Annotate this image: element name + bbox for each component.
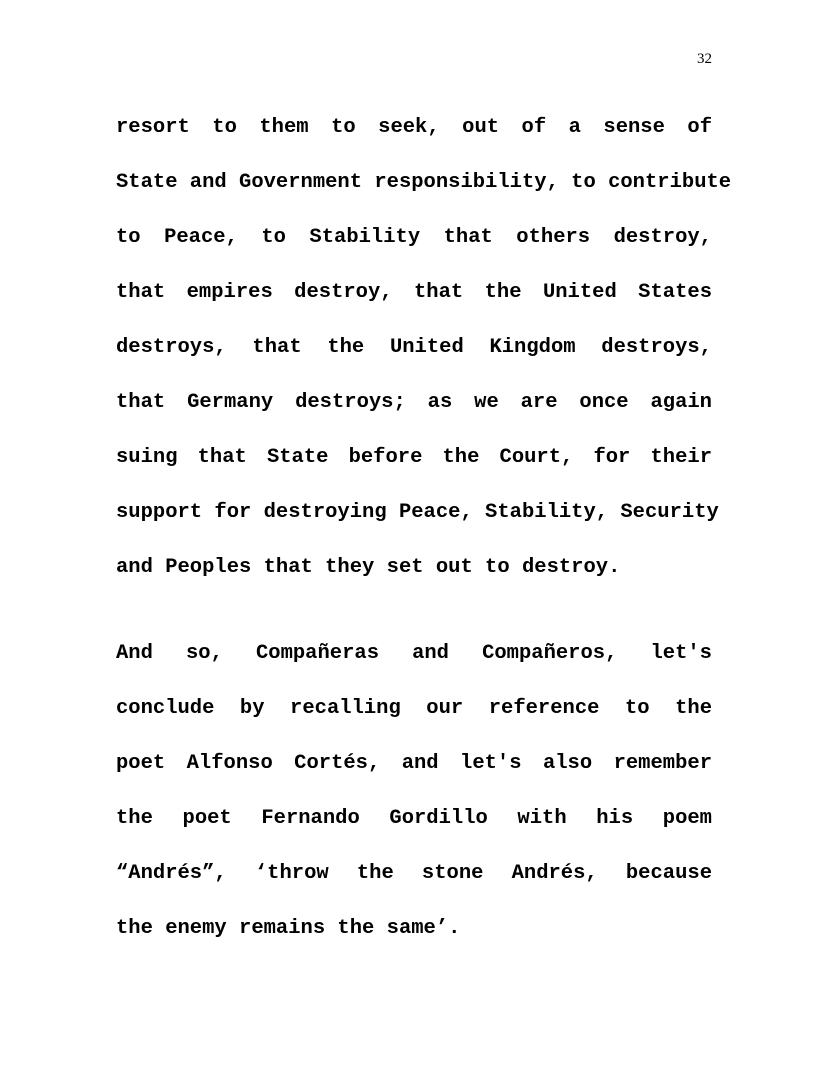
text-line: conclude by recalling our reference to the <box>116 697 712 720</box>
paragraph <box>116 641 712 971</box>
text-line: to Peace, to Stability that others destroy, <box>116 226 712 249</box>
page-number: 32 <box>697 51 712 67</box>
text-line: And so, Compañeras and Compañeros, let's <box>116 642 712 665</box>
text-line: “Andrés”, ‘throw the stone Andrés, because <box>116 862 712 885</box>
text-line: State and Government responsibility, to contribute <box>116 171 732 194</box>
text-line: suing that State before the Court, for their <box>116 446 712 469</box>
text-line: that Germany destroys; as we are once again <box>116 391 712 414</box>
text-line: resort to them to seek, out of a sense of <box>116 116 712 139</box>
text-line: and Peoples that they set out to destroy. <box>116 556 621 579</box>
text-line: destroys, that the United Kingdom destroys, <box>116 336 712 359</box>
text-line: the poet Fernando Gordillo with his poem <box>116 807 712 830</box>
paragraph <box>116 115 732 610</box>
text-line: poet Alfonso Cortés, and let's also remember <box>116 752 712 775</box>
text-line: support for destroying Peace, Stability, Security <box>116 501 719 524</box>
text-line: that empires destroy, that the United States <box>116 281 712 304</box>
text-line: the enemy remains the same’. <box>116 917 461 940</box>
